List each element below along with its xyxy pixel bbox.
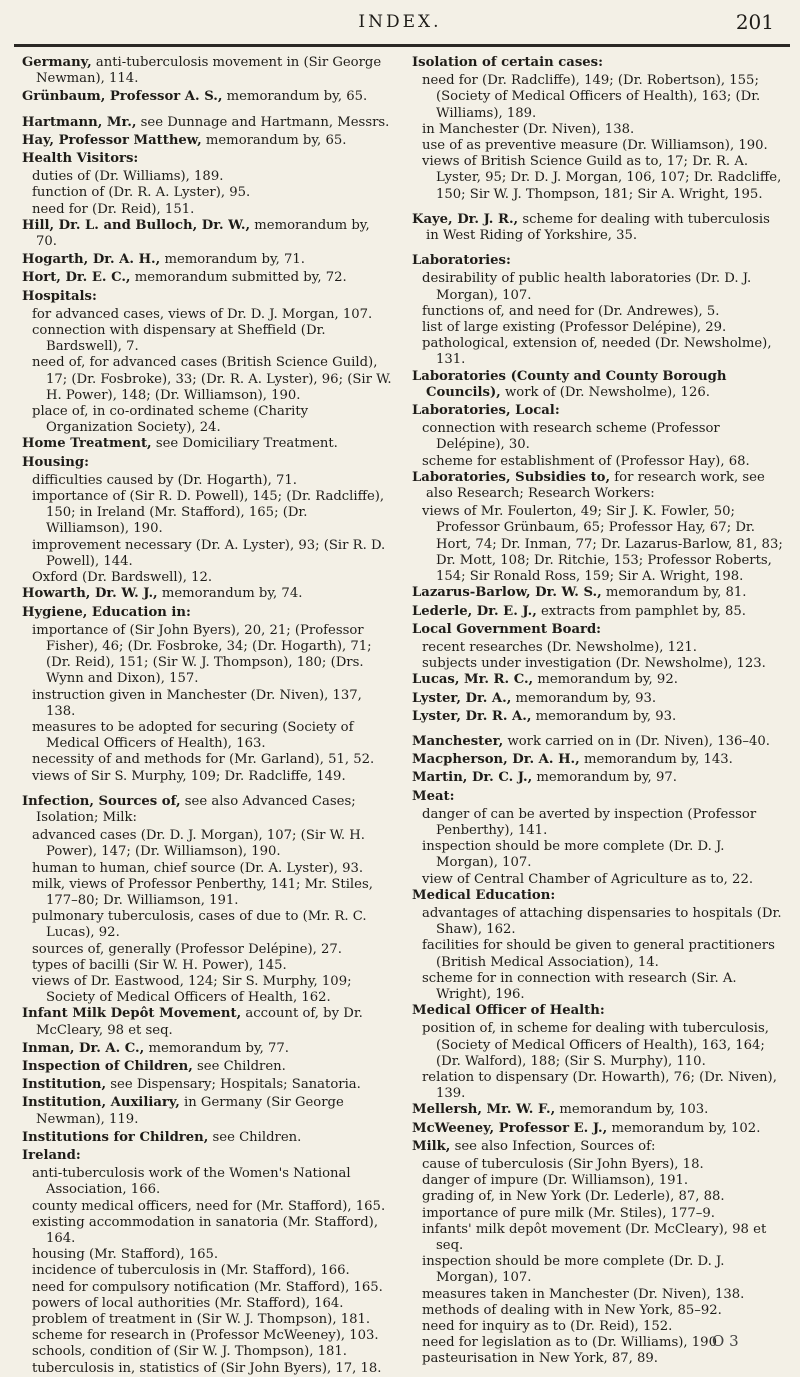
index-entry-text: memorandum by, 65.	[205, 132, 347, 148]
index-entry	[22, 115, 394, 131]
header-rule	[14, 44, 790, 47]
index-entry	[412, 752, 784, 768]
index-entry	[412, 1121, 784, 1137]
index-entry	[22, 436, 394, 452]
index-entry-text: scheme for dealing with tuberculosis in West Riding of Yorkshire, 35.	[426, 211, 770, 244]
index-subentry: measures taken in Manchester (Dr. Niven), 138.	[422, 1286, 745, 1302]
index-subentry: infants' milk depôt movement (Dr. McCleary), 98 et seq.	[422, 1221, 767, 1254]
index-subentry: importance of (Sir R. D. Powell), 145; (Dr. Radcliffe), 150; in Ireland (Mr. Stafford), 165; (Dr. Williamson), 190.	[32, 489, 385, 537]
index-heading: Inman, Dr. A. C.,	[22, 1040, 145, 1056]
index-entry	[412, 604, 784, 620]
index-subentry: grading of, in New York (Dr. Lederle), 87, 88.	[422, 1189, 725, 1205]
index-entry	[412, 1003, 784, 1019]
index-subentry: views of Dr. Eastwood, 124; Sir S. Murphy, 109; Society of Medical Officers of Health, 162.	[32, 973, 352, 1006]
index-entry-text: in Germany (Sir George Newman), 119.	[36, 1095, 344, 1127]
index-entry	[412, 212, 784, 244]
index-subentry: importance of pure milk (Mr. Stiles), 177–9.	[422, 1205, 715, 1221]
index-entry	[22, 586, 394, 602]
index-entry	[22, 218, 394, 250]
index-entry	[22, 605, 394, 621]
index-subentry: anti-tuberculosis work of the Women's National Association, 166.	[32, 1166, 351, 1198]
index-entry-text: extracts from pamphlet by, 85.	[541, 603, 746, 619]
index-entry-text: memorandum by, 71.	[164, 252, 305, 268]
index-heading: Laboratories:	[412, 253, 511, 269]
index-entry	[412, 789, 784, 805]
index-subentry: views of British Science Guild as to, 17; Dr. R. A. Lyster, 95; Dr. D. J. Morgan, 106, 107; Dr. Radcliffe, 150; Sir W. J. Thompson, 181; Sir A. Wright, 195.	[422, 154, 782, 202]
index-entry	[22, 794, 394, 826]
index-entry	[412, 691, 784, 707]
page-header	[0, 0, 800, 60]
index-heading: Hill, Dr. L. and Bulloch, Dr. W.,	[22, 217, 251, 233]
index-heading: Lucas, Mr. R. C.,	[412, 672, 534, 688]
index-entry-text: see Dunnage and Hartmann, Messrs.	[140, 114, 390, 130]
index-subentry: measures to be adopted for securing (Society of Medical Officers of Health), 163.	[32, 719, 354, 752]
index-subentry: scheme for establishment of (Professor Hay), 68.	[422, 453, 750, 469]
index-heading: Mellersh, Mr. W. F.,	[412, 1102, 556, 1118]
index-entry	[22, 55, 394, 87]
index-subentry: advantages of attaching dispensaries to hospitals (Dr. Shaw), 162.	[422, 905, 782, 938]
index-column-left	[22, 55, 394, 1377]
index-subentry: improvement necessary (Dr. A. Lyster), 93; (Sir R. D. Powell), 144.	[32, 537, 386, 569]
index-subentry: need for inquiry as to (Dr. Reid), 152.	[422, 1319, 673, 1335]
index-subentry: cause of tuberculosis (Sir John Byers), 18.	[422, 1157, 704, 1172]
index-heading: Martin, Dr. C. J.,	[412, 770, 533, 786]
index-column-right	[412, 55, 784, 1368]
index-entry-text: memorandum by, 143.	[583, 752, 733, 768]
index-heading: Medical Officer of Health:	[412, 1003, 605, 1019]
index-heading: Inspection of Children,	[22, 1058, 193, 1074]
index-subentry: need for legislation as to (Dr. Williams), 190	[422, 1335, 717, 1351]
index-subentry: views of Sir S. Murphy, 109; Dr. Radcliffe, 149.	[32, 768, 346, 784]
index-entry	[412, 622, 784, 638]
index-entry	[412, 888, 784, 904]
index-subentry: function of (Dr. R. A. Lyster), 95.	[32, 185, 251, 201]
index-entry	[22, 1059, 394, 1075]
index-heading: Germany,	[22, 55, 92, 70]
index-subentry: existing accommodation in sanatoria (Mr. Stafford), 164.	[32, 1214, 379, 1247]
index-entry	[22, 151, 394, 167]
index-subentry: necessity of and methods for (Mr. Garland), 51, 52.	[32, 752, 375, 768]
index-entry	[22, 1041, 394, 1057]
index-entry-text: work of (Dr. Newsholme), 126.	[504, 384, 710, 400]
index-entry-text: work carried on in (Dr. Niven), 136–40.	[507, 733, 770, 749]
index-subentry: pathological, extension of, needed (Dr. Newsholme), 131.	[422, 336, 772, 368]
index-entry	[22, 1130, 394, 1146]
index-subentry: human to human, chief source (Dr. A. Lyster), 93.	[32, 860, 364, 876]
index-subentry: connection with research scheme (Professor Delépine), 30.	[422, 421, 720, 453]
index-entry	[22, 89, 394, 105]
index-heading: Home Treatment,	[22, 436, 152, 452]
index-entry-text: memorandum by, 70.	[36, 217, 370, 250]
index-subentry: problem of treatment in (Sir W. J. Thompson), 181.	[32, 1312, 371, 1328]
index-entry	[22, 455, 394, 471]
index-entry-text: anti-tuberculosis movement in (Sir George Newman), 114.	[36, 55, 382, 87]
index-heading: Institution,	[22, 1077, 107, 1093]
index-heading: Isolation of certain cases:	[412, 55, 603, 70]
index-subentry: danger of can be averted by inspection (Professor Penberthy), 141.	[422, 806, 757, 838]
index-entry-text: memorandum by, 103.	[559, 1102, 709, 1118]
index-subentry: desirability of public health laboratories (Dr. D. J. Morgan), 107.	[422, 271, 752, 303]
index-subentry: use of as preventive measure (Dr. Williamson), 190.	[422, 138, 768, 154]
index-entry	[412, 470, 784, 502]
index-subentry: need for (Dr. Radcliffe), 149; (Dr. Robertson), 155; (Society of Medical Officers of Health), 163; (Dr. Williams), 189.	[422, 73, 761, 121]
index-entry	[412, 403, 784, 419]
index-heading: Ireland:	[22, 1148, 81, 1163]
index-heading: Manchester,	[412, 733, 504, 749]
index-entry	[22, 1006, 394, 1038]
index-subentry: types of bacilli (Sir W. H. Power), 145.	[32, 957, 287, 973]
index-subentry: instruction given in Manchester (Dr. Niven), 137, 138.	[32, 687, 362, 719]
index-entry-text: memorandum by, 93.	[515, 690, 657, 706]
index-subentry: methods of dealing with in New York, 85–92.	[422, 1302, 722, 1318]
index-subentry: place of, in co-ordinated scheme (Charity Organization Society), 24.	[32, 404, 309, 436]
index-subentry: view of Central Chamber of Agriculture as to, 22.	[422, 871, 754, 887]
index-heading: Kaye, Dr. J. R.,	[412, 211, 519, 227]
index-subentry: powers of local authorities (Mr. Stafford), 164.	[32, 1295, 344, 1311]
index-subentry: need for compulsory notification (Mr. Stafford), 165.	[32, 1279, 383, 1295]
index-entry	[22, 270, 394, 286]
index-heading: Howarth, Dr. W. J.,	[22, 586, 158, 602]
index-entry	[412, 709, 784, 725]
index-subentry: scheme for research in (Professor McWeeney), 103.	[32, 1328, 379, 1344]
index-entry	[22, 1148, 394, 1164]
index-heading: Laboratories, Subsidies to,	[412, 469, 611, 485]
index-heading: Institution, Auxiliary,	[22, 1095, 180, 1111]
index-subentry: views of Mr. Foulerton, 49; Sir J. K. Fowler, 50; Professor Grünbaum, 65; Professor Hay, 67; Dr. Hort, 74; Dr. Inman, 77; Dr. Lazarus-Barlow, 81, 83; Dr. Mott, 108; Dr. Ritchie, 153; Professor Roberts, 154; Sir Ronald Ross, 159; Sir A. Wright, 198.	[422, 504, 783, 585]
page-number: 201	[735, 10, 774, 34]
index-entry-text: see Children.	[197, 1058, 286, 1074]
index-subentry: milk, views of Professor Penberthy, 141; Mr. Stiles, 177–80; Dr. Williamson, 191.	[32, 876, 373, 908]
index-entry	[412, 253, 784, 269]
signature-mark: O 3	[712, 1332, 739, 1350]
index-entry	[412, 1139, 784, 1155]
index-heading: Meat:	[412, 788, 455, 804]
index-heading: Lyster, Dr. R. A.,	[412, 708, 532, 724]
index-subentry: connection with dispensary at Sheffield (Dr. Bardswell), 7.	[32, 323, 326, 355]
index-subentry: Oxford (Dr. Bardswell), 12.	[32, 570, 213, 586]
index-subentry: pulmonary tuberculosis, cases of due to (Mr. R. C. Lucas), 92.	[32, 909, 367, 941]
index-heading: Infection, Sources of,	[22, 793, 181, 809]
index-entry	[22, 1095, 394, 1127]
index-entry	[412, 369, 784, 401]
index-subentry: housing (Mr. Stafford), 165.	[32, 1247, 219, 1263]
index-entry-text: memorandum by, 65.	[226, 89, 368, 105]
index-subentry: sources of, generally (Professor Delépine), 27.	[32, 941, 342, 957]
index-entry-text: memorandum by, 97.	[536, 770, 677, 786]
index-subentry: functions of, and need for (Dr. Andrewes), 5.	[422, 303, 720, 319]
index-entry-text: memorandum submitted by, 72.	[134, 270, 347, 286]
index-heading: Health Visitors:	[22, 151, 139, 167]
index-subentry: advanced cases (Dr. D. J. Morgan), 107; (Sir W. H. Power), 147; (Dr. Williamson), 190.	[32, 828, 365, 860]
index-entry	[22, 289, 394, 305]
index-subentry: relation to dispensary (Dr. Howarth), 76; (Dr. Niven), 139.	[422, 1069, 777, 1102]
index-entry-text: for research work, see also Research; Research Workers:	[426, 469, 765, 502]
index-heading: Hartmann, Mr.,	[22, 114, 137, 130]
index-entry	[412, 1102, 784, 1118]
index-heading: Laboratories (County and County Borough Councils),	[412, 368, 727, 400]
index-subentry: scheme for in connection with research (Sir. A. Wright), 196.	[422, 970, 737, 1002]
index-heading: Housing:	[22, 454, 89, 470]
index-heading: Hort, Dr. E. C.,	[22, 270, 131, 286]
index-heading: Lederle, Dr. E. J.,	[412, 603, 537, 619]
index-subentry: county medical officers, need for (Mr. Stafford), 165.	[32, 1198, 386, 1214]
index-subentry: list of large existing (Professor Delépine), 29.	[422, 320, 727, 336]
index-entry-text: memorandum by, 93.	[535, 708, 677, 724]
index-subentry: inspection should be more complete (Dr. D. J. Morgan), 107.	[422, 1254, 725, 1286]
index-entry	[412, 55, 784, 71]
index-entry	[412, 734, 784, 750]
index-entry-text: see Domiciliary Treatment.	[155, 436, 338, 452]
index-entry	[22, 133, 394, 149]
index-subentry: importance of (Sir John Byers), 20, 21; (Professor Fisher), 46; (Dr. Fosbroke, 34; (Dr. Hogarth), 71; (Dr. Reid), 151; (Sir W. J. Thompson), 180; (Drs. Wynn and Dixon), 157.	[32, 622, 372, 687]
index-subentry: schools, condition of (Sir W. J. Thompson), 181.	[32, 1344, 347, 1360]
index-heading: Medical Education:	[412, 887, 556, 903]
index-heading: Infant Milk Depôt Movement,	[22, 1006, 242, 1022]
running-head: INDEX.	[358, 12, 442, 32]
index-heading: Local Government Board:	[412, 621, 602, 637]
index-heading: McWeeney, Professor E. J.,	[412, 1120, 608, 1136]
index-heading: Grünbaum, Professor A. S.,	[22, 89, 223, 105]
index-subentry: incidence of tuberculosis in (Mr. Stafford), 166.	[32, 1263, 350, 1279]
index-subentry: danger of impure (Dr. Williamson), 191.	[422, 1173, 689, 1189]
index-heading: Laboratories, Local:	[412, 403, 560, 419]
index-entry-text: see also Advanced Cases; Isolation; Milk:	[36, 793, 356, 825]
index-entry	[22, 1077, 394, 1093]
index-entry-text: see also Infection, Sources of:	[454, 1138, 656, 1154]
index-subentry: need for (Dr. Reid), 151.	[32, 201, 195, 217]
index-heading: Macpherson, Dr. A. H.,	[412, 752, 580, 768]
index-entry-text: memorandum by, 92.	[537, 672, 678, 688]
index-entry	[412, 672, 784, 688]
index-subentry: inspection should be more complete (Dr. D. J. Morgan), 107.	[422, 839, 725, 871]
index-entry-text: memorandum by, 77.	[148, 1040, 289, 1056]
index-heading: Hogarth, Dr. A. H.,	[22, 252, 161, 268]
index-entry	[22, 252, 394, 268]
index-heading: Hospitals:	[22, 288, 97, 304]
index-entry-text: memorandum by, 74.	[161, 586, 303, 602]
index-subentry: duties of (Dr. Williams), 189.	[32, 169, 224, 185]
index-entry-text: memorandum by, 81.	[605, 585, 747, 601]
index-subentry: for advanced cases, views of Dr. D. J. Morgan, 107.	[32, 306, 373, 322]
index-entry	[412, 585, 784, 601]
index-subentry: pasteurisation in New York, 87, 89.	[422, 1351, 659, 1367]
index-heading: Institutions for Children,	[22, 1129, 209, 1145]
index-entry	[412, 770, 784, 786]
index-heading: Hygiene, Education in:	[22, 604, 191, 620]
index-subentry: position of, in scheme for dealing with tuberculosis, (Society of Medical Officers of Health), 163, 164; (Dr. Walford), 188; (Sir S. Murphy), 110.	[422, 1021, 769, 1069]
index-heading: Milk,	[412, 1138, 451, 1154]
index-subentry: tuberculosis in, statistics of (Sir John Byers), 17, 18.	[32, 1360, 382, 1376]
index-entry-text: memorandum by, 102.	[611, 1120, 761, 1136]
index-entry-text: see Children.	[212, 1129, 302, 1145]
index-subentry: in Manchester (Dr. Niven), 138.	[422, 121, 635, 137]
index-entry-text: account of, by Dr. McCleary, 98 et seq.	[36, 1006, 363, 1038]
index-heading: Lazarus-Barlow, Dr. W. S.,	[412, 585, 602, 601]
index-subentry: subjects under investigation (Dr. Newsholme), 123.	[422, 656, 766, 672]
index-subentry: need of, for advanced cases (British Science Guild), 17; (Dr. Fosbroke), 33; (Dr. R. A. Lyster), 96; (Sir W. H. Power), 148; (Dr. Williamson), 190.	[32, 355, 392, 403]
index-heading: Lyster, Dr. A.,	[412, 690, 512, 706]
index-subentry: difficulties caused by (Dr. Hogarth), 71.	[32, 472, 297, 488]
index-heading: Hay, Professor Matthew,	[22, 132, 202, 148]
index-subentry: recent researches (Dr. Newsholme), 121.	[422, 639, 697, 655]
index-entry-text: see Dispensary; Hospitals; Sanatoria.	[110, 1077, 361, 1093]
index-subentry: facilities for should be given to general practitioners (British Medical Association), 14.	[422, 938, 775, 970]
